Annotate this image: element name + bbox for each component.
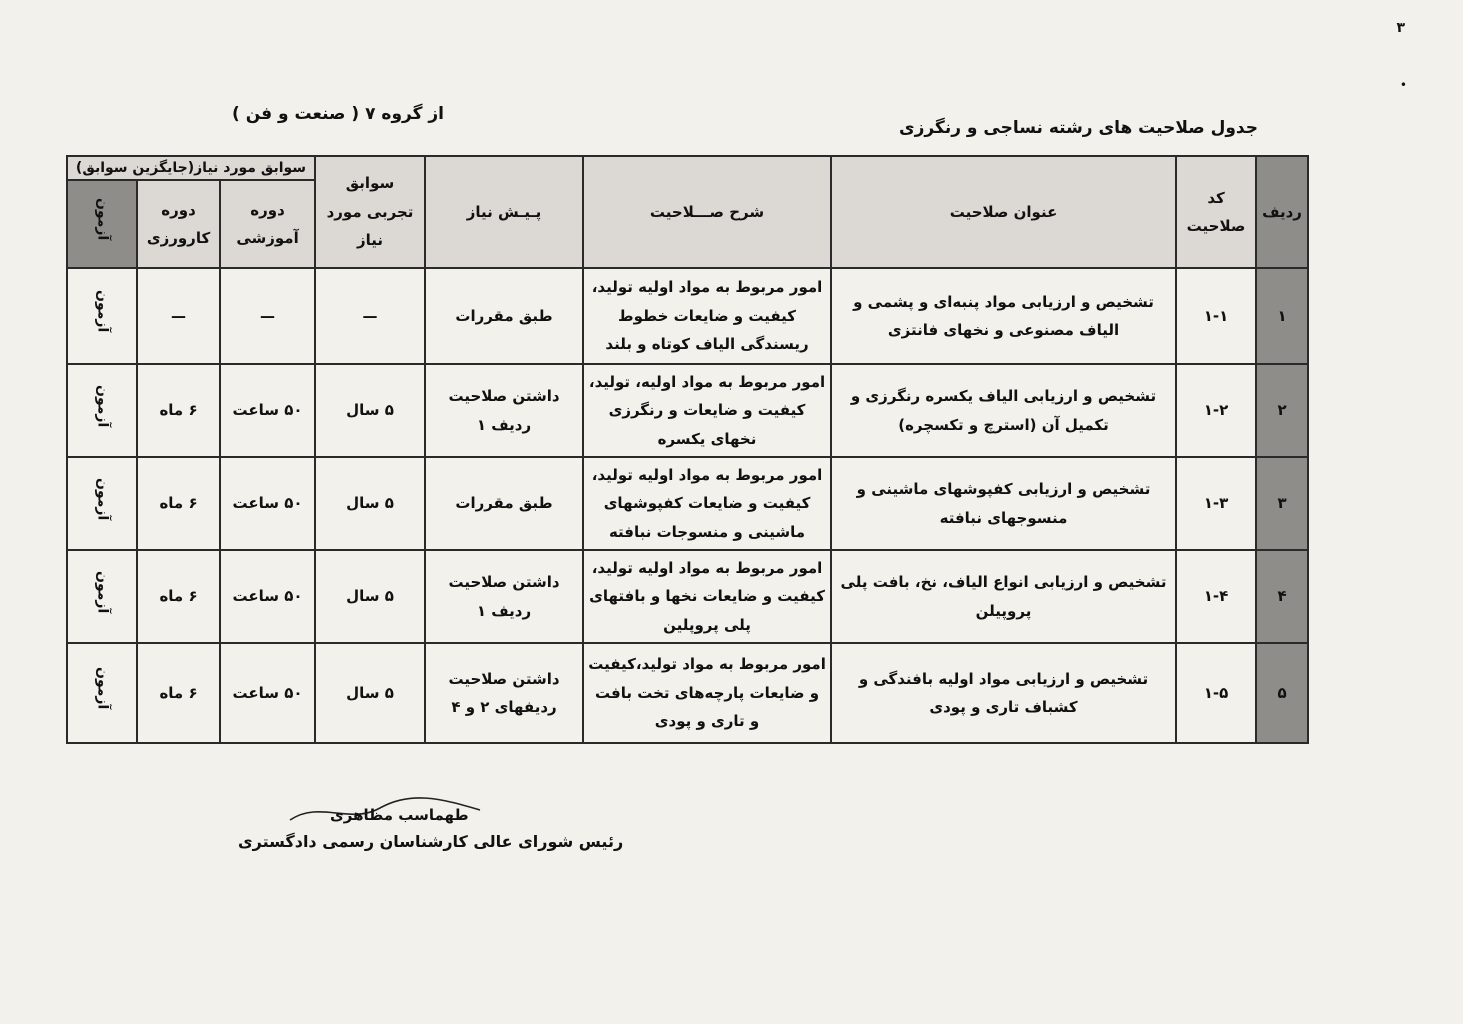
- row-prerequisite: داشتن صلاحیت ردیفهای ۲ و ۴: [425, 643, 583, 743]
- row-title: تشخیص و ارزیابی انواع الیاف، نخ، بافت پلی پروپیلن: [831, 550, 1176, 643]
- row-code: ۱-۴: [1176, 550, 1256, 643]
- row-exam: آزمون: [67, 643, 137, 743]
- row-description: امور مربوط به مواد تولید،کیفیت و ضایعات پارچه‌های تخت بافت و تاری و پودی: [583, 643, 831, 743]
- row-exam: آزمون: [67, 457, 137, 550]
- row-experience: —: [315, 268, 425, 364]
- header-row-number: ردیف: [1256, 156, 1308, 268]
- signatory-position: رئیس شورای عالی کارشناسان رسمی دادگستری: [238, 832, 624, 851]
- row-experience: ۵ سال: [315, 550, 425, 643]
- row-experience: ۵ سال: [315, 457, 425, 550]
- row-number: ۳: [1256, 457, 1308, 550]
- table-row: [67, 268, 1308, 364]
- row-description: امور مربوط به مواد اولیه، تولید، کیفیت و ضایعات و رنگرزی نخهای یکسره: [583, 364, 831, 457]
- row-title: تشخیص و ارزیابی مواد اولیه بافندگی و کشباف تاری و پودی: [831, 643, 1176, 743]
- row-prerequisite: طبق مقررات: [425, 457, 583, 550]
- page-number: ۳: [1396, 20, 1405, 36]
- row-code: ۱-۵: [1176, 643, 1256, 743]
- table-row: [67, 643, 1308, 743]
- row-title: تشخیص و ارزیابی الیاف یکسره رنگرزی و تکمیل آن (استرچ و تکسچره): [831, 364, 1176, 457]
- row-workshop: ۶ ماه: [137, 364, 220, 457]
- row-training: ۵۰ ساعت: [220, 457, 315, 550]
- row-number: ۵: [1256, 643, 1308, 743]
- row-prerequisite: داشتن صلاحیت ردیف ۱: [425, 364, 583, 457]
- row-training: ۵۰ ساعت: [220, 550, 315, 643]
- qualifications-table: [66, 155, 1309, 744]
- row-training: ۵۰ ساعت: [220, 364, 315, 457]
- row-experience: ۵ سال: [315, 364, 425, 457]
- table-row: [67, 364, 1308, 457]
- row-number: ۱: [1256, 268, 1308, 364]
- row-number: ۲: [1256, 364, 1308, 457]
- row-description: امور مربوط به مواد اولیه تولید، کیفیت و ضایعات نخها و بافتهای پلی پروپلین: [583, 550, 831, 643]
- row-exam: آزمون: [67, 268, 137, 364]
- row-training: ۵۰ ساعت: [220, 643, 315, 743]
- row-prerequisite: طبق مقررات: [425, 268, 583, 364]
- header-prerequisite: پـیـش نیاز: [425, 156, 583, 268]
- row-experience: ۵ سال: [315, 643, 425, 743]
- document-title: جدول صلاحیت های رشته نساجی و رنگرزی: [898, 118, 1258, 138]
- header-title: عنوان صلاحیت: [831, 156, 1176, 268]
- row-workshop: —: [137, 268, 220, 364]
- group-label: از گروه ۷ ( صنعت و فن ): [232, 104, 444, 124]
- signatory-name: طهماسب مظاهری: [330, 806, 469, 824]
- table-row: [67, 550, 1308, 643]
- row-training: —: [220, 268, 315, 364]
- row-workshop: ۶ ماه: [137, 550, 220, 643]
- table-header-row: [67, 156, 1308, 180]
- header-workshop: دوره کارورزی: [137, 180, 220, 268]
- row-title: تشخیص و ارزیابی کفپوشهای ماشینی و منسوجهای نبافته: [831, 457, 1176, 550]
- row-description: امور مربوط به مواد اولیه تولید، کیفیت و ضایعات کفپوشهای ماشینی و منسوجات نبافته: [583, 457, 831, 550]
- table-row: [67, 457, 1308, 550]
- header-experience: سوابق تجربی مورد نیاز: [315, 156, 425, 268]
- row-code: ۱-۳: [1176, 457, 1256, 550]
- header-exam: آزمون: [67, 180, 137, 268]
- row-code: ۱-۲: [1176, 364, 1256, 457]
- row-title: تشخیص و ارزیابی مواد پنبه‌ای و پشمی و الیاف مصنوعی و نخهای فانتزی: [831, 268, 1176, 364]
- row-workshop: ۶ ماه: [137, 457, 220, 550]
- header-training: دوره آموزشی: [220, 180, 315, 268]
- row-number: ۴: [1256, 550, 1308, 643]
- row-workshop: ۶ ماه: [137, 643, 220, 743]
- row-description: امور مربوط به مواد اولیه تولید، کیفیت و ضایعات خطوط ریسندگی الیاف کوتاه و بلند: [583, 268, 831, 364]
- header-code: کد صلاحیت: [1176, 156, 1256, 268]
- header-description: شرح صـــلاحیت: [583, 156, 831, 268]
- row-exam: آزمون: [67, 550, 137, 643]
- header-alternative-group: سوابق مورد نیاز(جایگزین سوابق): [67, 156, 315, 180]
- row-prerequisite: داشتن صلاحیت ردیف ۱: [425, 550, 583, 643]
- row-code: ۱-۱: [1176, 268, 1256, 364]
- row-exam: آزمون: [67, 364, 137, 457]
- scan-dot: •: [1399, 78, 1407, 92]
